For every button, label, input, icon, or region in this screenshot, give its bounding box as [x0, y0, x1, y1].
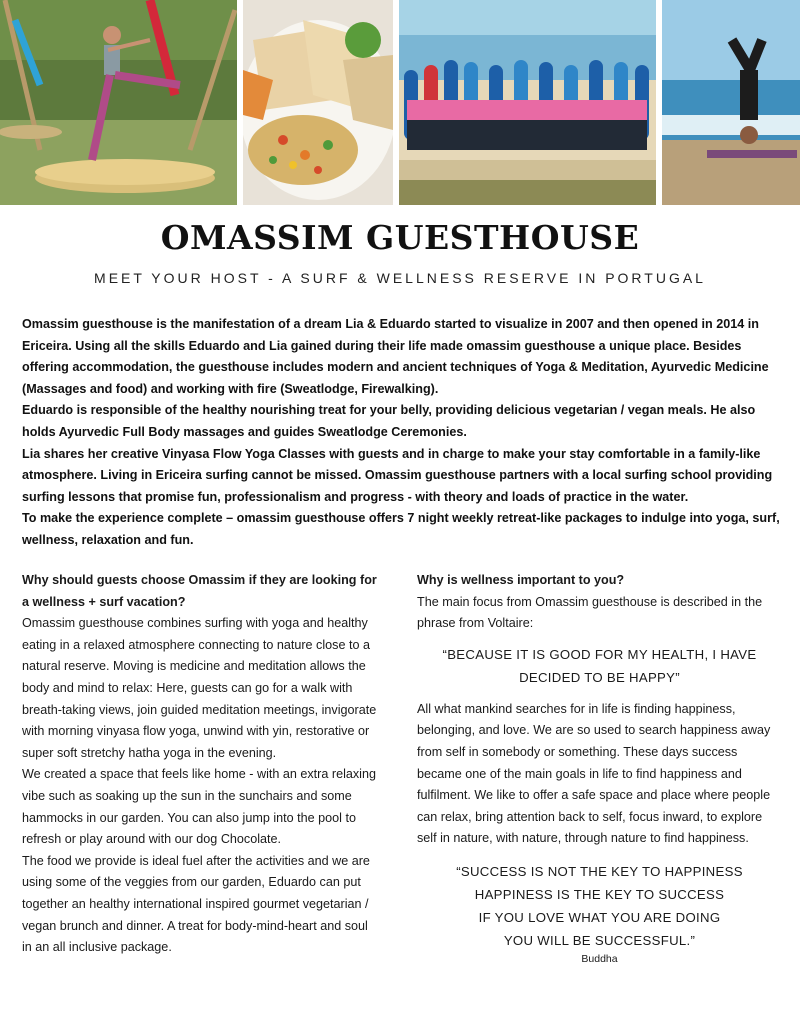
quote-line: YOU WILL BE SUCCESSFUL.” — [503, 932, 696, 948]
intro-paragraph: Omassim guesthouse is the manifestation of a dream Lia & Eduardo started to visualize in 2007 and then opened in 2014 in Ericeira. Using all the skills Eduardo and Lia gained during their life made omassim guesthouse a unique place. Besides offering accommodation, the guesthouse includes modern and ancient techniques of Yoga & Meditation, Ayurvedic Medicine (Massages and food) and working with fire (Sweatlodge, Firewalking). — [22, 317, 769, 396]
vegan-food-photo — [243, 0, 393, 205]
quote-author: Buddha — [581, 952, 618, 965]
buddha-quote — [417, 860, 782, 952]
right-paragraph: All what mankind searches for in life is finding happiness, belonging, and love. We are so used to search happiness away from self in somebody or something. These days success became one of the main goals in life to find happiness and fulfilment. We like to offer a safe space and place where people can relax, bring attention back to self, focus inward, to explore self in nature, with nature, through nature to find happiness. — [417, 701, 771, 846]
right-column — [417, 570, 782, 966]
right-question-heading: Why is wellness important to you? — [417, 573, 625, 587]
quote-line: IF YOU LOVE WHAT YOU ARE DOING — [478, 909, 721, 925]
voltaire-quote: “BECAUSE IT IS GOOD FOR MY HEALTH, I HAVE DECIDED TO BE HAPPY” — [442, 646, 757, 685]
headstand-yoga-photo — [662, 0, 800, 205]
page-subtitle: MEET YOUR HOST - A SURF & WELLNESS RESERVE IN PORTUGAL — [94, 270, 706, 286]
intro-paragraph: Lia shares her creative Vinyasa Flow Yoga Classes with guests and in charge to make your stay comfortable in a family-like atmosphere. Living in Ericeira surfing cannot be missed. Omassim guesthouse partners with a local surfing school providing surfing lessons that promise fun, professionalism and progress - with theory and loads of practice in the water. — [22, 446, 773, 504]
quote-line: “SUCCESS IS NOT THE KEY TO HAPPINESS — [456, 863, 743, 879]
page-title: OMASSIM GUESTHOUSE — [160, 218, 640, 257]
quote-line: HAPPINESS IS THE KEY TO SUCCESS — [474, 886, 725, 902]
surf-group-photo — [399, 0, 656, 205]
left-column — [22, 570, 378, 959]
left-question-heading: Why should guests choose Omassim if they are looking for a wellness + surf vacation? — [22, 573, 377, 609]
left-paragraph: Omassim guesthouse combines surfing with yoga and healthy eating in a relaxed atmosphere connecting to nature close to a natural reserve. Moving is medicine and meditation allows the body and mind to relax: Here, guests can go for a walk with breath-taking views, join guided meditation meetings, invigorate with morning vinyasa flow yoga, unwind with yin, restorative or super soft stretchy hatha yoga in the evening. — [22, 616, 377, 760]
left-paragraph: We created a space that feels like home - with an extra relaxing vibe such as soaking up the sun in the sunchairs and some hammocks in our garden. You can also jump into the pool to refresh or play around with our dog Chocolate. — [22, 767, 376, 847]
photo-strip — [0, 0, 800, 205]
left-paragraph: The food we provide is ideal fuel after the activities and we are using some of the veggies from our garden, Eduardo can put together an healthy international inspired gourmet vegetarian / vegan brunch and dinner. A treat for body-mind-heart and soul in an all inclusive package. — [22, 853, 370, 955]
intro-paragraph: Eduardo is responsible of the healthy nourishing treat for your belly, providing delicious vegetarian / vegan meals. He also holds Ayurvedic Full Body massages and guides Sweatlodge Ceremonies. — [22, 403, 756, 439]
intro-paragraph: To make the experience complete – omassim guesthouse offers 7 night weekly retreat-like packages to indulge into yoga, surf, wellness, relaxation and fun. — [22, 511, 780, 547]
aerial-yoga-photo — [0, 0, 237, 205]
right-paragraph: The main focus from Omassim guesthouse is described in the phrase from Voltaire: — [417, 594, 763, 631]
intro-text — [22, 314, 782, 552]
